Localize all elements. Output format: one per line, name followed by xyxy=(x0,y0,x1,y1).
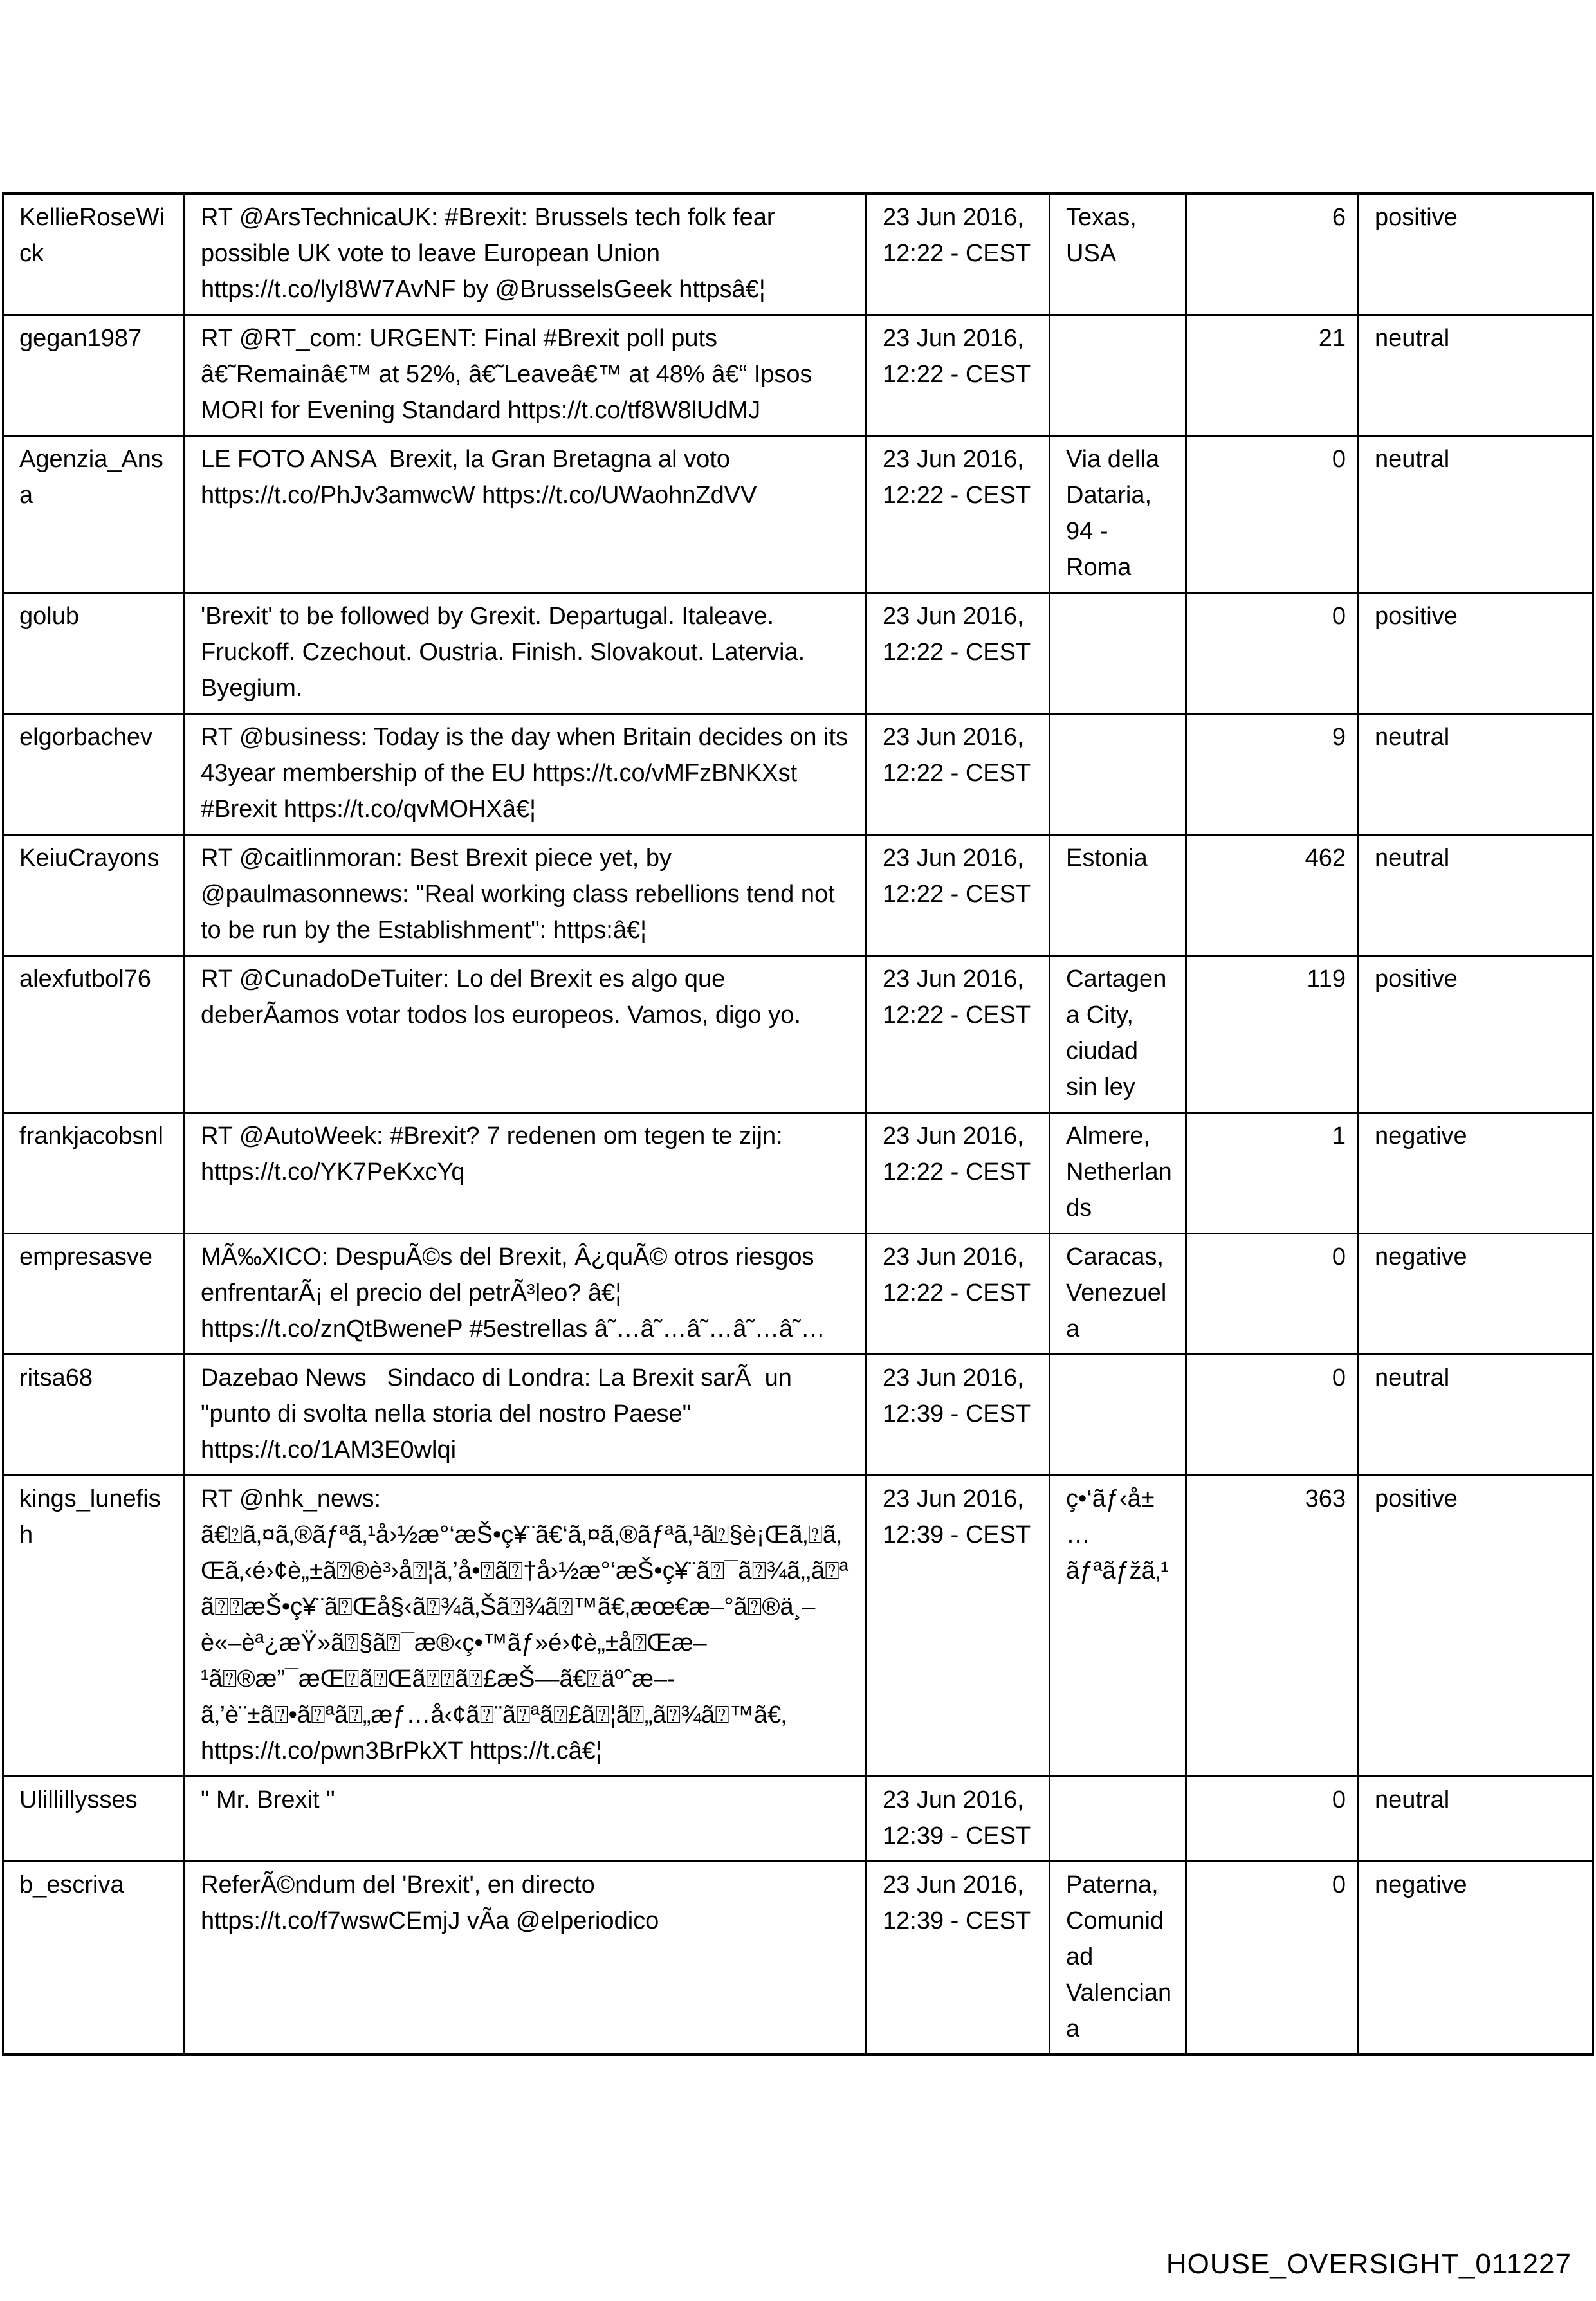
datetime-cell: 23 Jun 2016, 12:22 - CEST xyxy=(867,315,1050,436)
location-cell xyxy=(1050,593,1186,714)
retweet-count-cell: 363 xyxy=(1186,1476,1359,1777)
username-cell: alexfutbol76 xyxy=(3,956,185,1113)
bates-number: HOUSE_OVERSIGHT_011227 xyxy=(1166,2248,1572,2280)
username-cell: KellieRoseWick xyxy=(3,194,185,315)
location-cell: Texas, USA xyxy=(1050,194,1186,315)
retweet-count-cell: 0 xyxy=(1186,1234,1359,1355)
datetime-cell: 23 Jun 2016, 12:22 - CEST xyxy=(867,593,1050,714)
sentiment-cell: positive xyxy=(1359,956,1593,1113)
sentiment-cell: negative xyxy=(1359,1113,1593,1234)
table-row xyxy=(3,1113,1593,1234)
table-row xyxy=(3,956,1593,1113)
retweet-count-cell: 21 xyxy=(1186,315,1359,436)
tweet-cell: " Mr. Brexit " xyxy=(185,1777,867,1862)
location-cell xyxy=(1050,714,1186,835)
sentiment-cell: neutral xyxy=(1359,315,1593,436)
sentiment-cell: neutral xyxy=(1359,436,1593,593)
tweet-cell: RT @CunadoDeTuiter: Lo del Brexit es algo que deberÃamos votar todos los europeos. Vamos, digo yo. xyxy=(185,956,867,1113)
username-cell: Agenzia_Ansa xyxy=(3,436,185,593)
sentiment-cell: positive xyxy=(1359,194,1593,315)
datetime-cell: 23 Jun 2016, 12:39 - CEST xyxy=(867,1862,1050,2055)
location-cell xyxy=(1050,1355,1186,1476)
location-cell: Caracas, Venezuela xyxy=(1050,1234,1186,1355)
table-row xyxy=(3,1862,1593,2055)
datetime-cell: 23 Jun 2016, 12:22 - CEST xyxy=(867,714,1050,835)
location-cell: Cartagena City, ciudad sin ley xyxy=(1050,956,1186,1113)
username-cell: kings_lunefish xyxy=(3,1476,185,1777)
username-cell: gegan1987 xyxy=(3,315,185,436)
datetime-cell: 23 Jun 2016, 12:22 - CEST xyxy=(867,835,1050,956)
username-cell: frankjacobsnl xyxy=(3,1113,185,1234)
retweet-count-cell: 0 xyxy=(1186,1777,1359,1862)
retweet-count-cell: 0 xyxy=(1186,436,1359,593)
retweet-count-cell: 6 xyxy=(1186,194,1359,315)
sentiment-cell: positive xyxy=(1359,593,1593,714)
tweet-cell: RT @business: Today is the day when Britain decides on its 43year membership of the EU https://t.co/vMFzBNKXst #Brexit https://t.co/qvMOHXâ€¦ xyxy=(185,714,867,835)
location-cell xyxy=(1050,315,1186,436)
sentiment-cell: neutral xyxy=(1359,1777,1593,1862)
tweet-cell: Dazebao News Sindaco di Londra: La Brexit sarÃ un "punto di svolta nella storia del nostro Paese" https://t.co/1AM3E0wlqi xyxy=(185,1355,867,1476)
location-cell: Paterna, Comunidad Valenciana xyxy=(1050,1862,1186,2055)
retweet-count-cell: 462 xyxy=(1186,835,1359,956)
sentiment-cell: neutral xyxy=(1359,1355,1593,1476)
sentiment-cell: negative xyxy=(1359,1234,1593,1355)
retweet-count-cell: 9 xyxy=(1186,714,1359,835)
table-row xyxy=(3,1234,1593,1355)
retweet-count-cell: 0 xyxy=(1186,593,1359,714)
datetime-cell: 23 Jun 2016, 12:39 - CEST xyxy=(867,1355,1050,1476)
tweet-cell: RT @AutoWeek: #Brexit? 7 redenen om tegen te zijn: https://t.co/YK7PeKxcYq xyxy=(185,1113,867,1234)
location-cell: Estonia xyxy=(1050,835,1186,956)
sentiment-cell: positive xyxy=(1359,1476,1593,1777)
datetime-cell: 23 Jun 2016, 12:22 - CEST xyxy=(867,436,1050,593)
tweet-cell: RT @ArsTechnicaUK: #Brexit: Brussels tech folk fear possible UK vote to leave European Union https://t.co/lyI8W7AvNF by @BrusselsGeek httpsâ€¦ xyxy=(185,194,867,315)
datetime-cell: 23 Jun 2016, 12:22 - CEST xyxy=(867,956,1050,1113)
username-cell: KeiuCrayons xyxy=(3,835,185,956)
datetime-cell: 23 Jun 2016, 12:39 - CEST xyxy=(867,1777,1050,1862)
tweets-table xyxy=(2,192,1594,2056)
username-cell: b_escriva xyxy=(3,1862,185,2055)
retweet-count-cell: 1 xyxy=(1186,1113,1359,1234)
tweet-cell: RT @nhk_news: ã€⍰ã‚¤ã‚®ãƒªã‚¹å›½æ°‘æŠ•ç¥¨ã€‘ã‚¤ã‚®ãƒªã‚¹ã⍰§è¡Œã‚⍰ã‚Œã‚‹é›¢è„±ã⍰®è³›å⍰¦ã‚’å•⍰ã⍰†å›½æ°‘æŠ•ç¥¨ã⍰¯ã⍰¾ã‚‚ã⍰ªã⍰⍰æŠ•ç¥¨ã⍰Œå§‹ã⍰¾ã‚Šã⍰¾ã⍰™ã€‚æœ€æ–°ã⍰®ä¸–è«–èª¿æŸ»ã⍰§ã⍰¯æ®‹ç•™ãƒ»é›¢è„±å⍰Œæ–¹ã⍰®æ”¯æŒ⍰ã⍰Œã⍰⍰ã⍰£æŠ—ã€⍰äºˆæ–-ã‚’è¨±ã⍰•ã⍰ªã⍰„æƒ…å‹¢ã⍰¨ã⍰ªã⍰£ã⍰¦ã⍰„ã⍰¾ã⍰™ã€‚ https://t.co/pwn3BrPkXT https://t.câ€¦ xyxy=(185,1476,867,1777)
datetime-cell: 23 Jun 2016, 12:22 - CEST xyxy=(867,194,1050,315)
table-row xyxy=(3,194,1593,315)
username-cell: ritsa68 xyxy=(3,1355,185,1476)
tweet-cell: ReferÃ©ndum del 'Brexit', en directo https://t.co/f7wswCEmjJ vÃa @elperiodico xyxy=(185,1862,867,2055)
username-cell: empresasve xyxy=(3,1234,185,1355)
sentiment-cell: negative xyxy=(1359,1862,1593,2055)
table-row xyxy=(3,593,1593,714)
tweet-cell: LE FOTO ANSA Brexit, la Gran Bretagna al voto https://t.co/PhJv3amwcW https://t.co/UWaohnZdVV xyxy=(185,436,867,593)
table-row xyxy=(3,436,1593,593)
tweet-cell: MÃ‰XICO: DespuÃ©s del Brexit, Â¿quÃ© otros riesgos enfrentarÃ¡ el precio del petrÃ³leo? â€¦ https://t.co/znQtBweneP #5estrellas â˜…â˜…â˜…â˜…â˜… xyxy=(185,1234,867,1355)
sentiment-cell: neutral xyxy=(1359,714,1593,835)
location-cell: Almere, Netherlands xyxy=(1050,1113,1186,1234)
datetime-cell: 23 Jun 2016, 12:22 - CEST xyxy=(867,1234,1050,1355)
username-cell: elgorbachev xyxy=(3,714,185,835)
table-row xyxy=(3,1476,1593,1777)
location-cell xyxy=(1050,1777,1186,1862)
table-row xyxy=(3,714,1593,835)
sentiment-cell: neutral xyxy=(1359,835,1593,956)
tweet-cell: RT @RT_com: URGENT: Final #Brexit poll puts â€˜Remainâ€™ at 52%, â€˜Leaveâ€™ at 48% â€“ Ipsos MORI for Evening Standard https://t.co/tf8W8lUdMJ xyxy=(185,315,867,436)
retweet-count-cell: 119 xyxy=(1186,956,1359,1113)
datetime-cell: 23 Jun 2016, 12:39 - CEST xyxy=(867,1476,1050,1777)
table-row xyxy=(3,835,1593,956)
table-row xyxy=(3,1777,1593,1862)
username-cell: Ulillillysses xyxy=(3,1777,185,1862)
location-cell: ç•‘ãƒ‹å±…ãƒªãƒžã‚¹ xyxy=(1050,1476,1186,1777)
tweet-cell: RT @caitlinmoran: Best Brexit piece yet, by @paulmasonnews: "Real working class rebellions tend not to be run by the Establishment": https:â€¦ xyxy=(185,835,867,956)
table-row xyxy=(3,1355,1593,1476)
tweet-cell: 'Brexit' to be followed by Grexit. Departugal. Italeave. Fruckoff. Czechout. Oustria. Finish. Slovakout. Latervia. Byegium. xyxy=(185,593,867,714)
username-cell: golub xyxy=(3,593,185,714)
table-row xyxy=(3,315,1593,436)
location-cell: Via della Dataria, 94 - Roma xyxy=(1050,436,1186,593)
retweet-count-cell: 0 xyxy=(1186,1355,1359,1476)
datetime-cell: 23 Jun 2016, 12:22 - CEST xyxy=(867,1113,1050,1234)
retweet-count-cell: 0 xyxy=(1186,1862,1359,2055)
